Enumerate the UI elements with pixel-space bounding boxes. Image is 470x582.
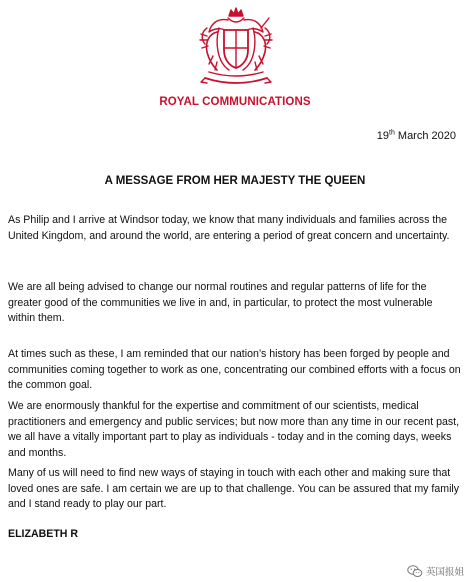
- date-suffix: th: [389, 129, 395, 137]
- body-paragraph: As Philip and I arrive at Windsor today, we know that many individuals and families across the United Kingdom, and around the world, are entering a period of great concern and uncertainty.: [8, 214, 450, 242]
- body-paragraph: We are enormously thankful for the expertise and commitment of our scientists, medical practitioners and emergency and public services; but now more than any time in our recent past, we all have a vitally important part to play as individuals - today and in the coming days, weeks and months.: [8, 400, 460, 459]
- wechat-icon: [407, 565, 423, 578]
- signature: ELIZABETH R: [8, 528, 79, 540]
- royal-coat-of-arms-icon: [195, 6, 277, 90]
- body-paragraph: We are all being advised to change our normal routines and regular patterns of life for the greater good of the communities we live in and, in particular, to protect the most vulnerable within them.: [8, 281, 433, 324]
- letterhead-org-name: ROYAL COMMUNICATIONS: [159, 96, 311, 108]
- body-paragraph: Many of us will need to find new ways of staying in touch with each other and making sure that loved ones are safe. I am certain we are up to that challenge. You can be assured that my family and I stand ready to play our part.: [8, 467, 460, 510]
- watermark-text: 英国报姐: [425, 567, 464, 578]
- body-paragraph: At times such as these, I am reminded that our nation’s history has been forged by people and communities coming together to work as one, concentrating our combined efforts with a focus on the common goal.: [8, 348, 461, 391]
- letter-title: A MESSAGE FROM HER MAJESTY THE QUEEN: [104, 175, 366, 187]
- date-month-year: March 2020: [394, 130, 456, 142]
- date-day: 19: [376, 130, 389, 142]
- letter-date: [377, 130, 456, 142]
- watermark: [407, 564, 464, 578]
